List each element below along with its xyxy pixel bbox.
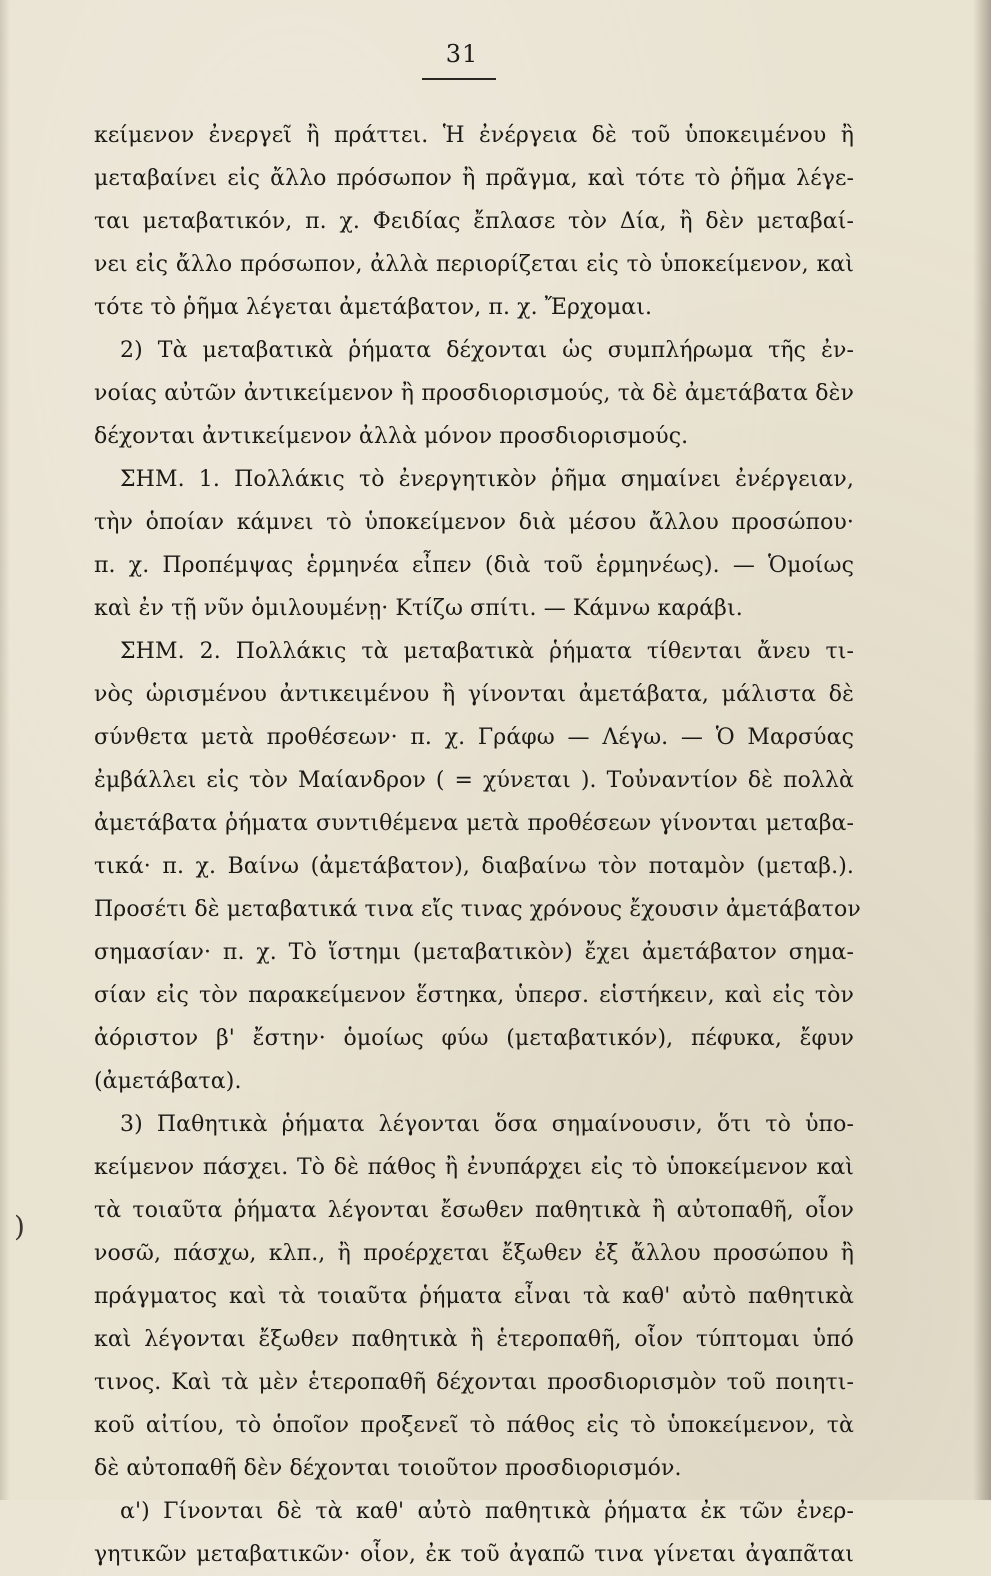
text-line: νὸς ὡρισμένου ἀντικειμένου ἢ γίνονται ἀμετάβατα, μάλιστα δὲ [94,682,854,707]
body-text [94,114,861,1576]
page-left-edge [0,0,10,1500]
text-line: κείμενον πάσχει. Τὸ δὲ πάθος ἢ ἐνυπάρχει εἰς τὸ ὑποκείμενον καὶ [94,1155,854,1180]
text-line: ΣΗΜ. 1. Πολλάκις τὸ ἐνεργητικὸν ῥῆμα σημαίνει ἐνέργειαν, [120,467,854,492]
text-line: α') Γίνονται δὲ τὰ καθ' αὐτὸ παθητικὰ ῥήματα ἐκ τῶν ἐνερ- [120,1499,854,1524]
text-line: κείμενον ἐνεργεῖ ἢ πράττει. Ἡ ἐνέργεια δὲ τοῦ ὑποκειμένου ἢ [94,123,854,148]
text-line: ἀόριστον β' ἔστην· ὁμοίως φύω (μεταβατικόν), πέφυκα, ἔφυν [94,1026,854,1051]
text-line: 2) Τὰ μεταβατικὰ ῥήματα δέχονται ὡς συμπλήρωμα τῆς ἐν- [120,338,854,363]
text-line: ἐμβάλλει εἰς τὸν Μαίανδρον ( = χύνεται ). Τοὐναντίον δὲ πολλὰ [94,768,854,793]
text-line: ται μεταβατικόν, π. χ. Φειδίας ἔπλασε τὸν Δία, ἢ δὲν μεταβαί- [94,209,854,234]
text-line: τὰ τοιαῦτα ῥήματα λέγονται ἔσωθεν παθητικὰ ἢ αὐτοπαθῆ, οἷον [94,1198,854,1223]
text-line: γητικῶν μεταβατικῶν· οἷον, ἐκ τοῦ ἀγαπῶ τινα γίνεται ἀγαπᾶται [94,1542,854,1567]
text-line: νει εἰς ἄλλο πρόσωπον, ἀλλὰ περιορίζεται εἰς τὸ ὑποκείμενον, καὶ [94,252,854,277]
text-line: 3) Παθητικὰ ῥήματα λέγονται ὅσα σημαίνουσιν, ὅτι τὸ ὑπο- [120,1112,854,1137]
text-line: νοσῶ, πάσχω, κλπ., ἢ προέρχεται ἔξωθεν ἐξ ἄλλου προσώπου ἢ [94,1241,854,1266]
text-line: κοῦ αἰτίου, τὸ ὁποῖον προξενεῖ τὸ πάθος εἰς τὸ ὑποκείμενον, τὰ [94,1413,854,1438]
text-line: π. χ. Προπέμψας ἑρμηνέα εἶπεν (διὰ τοῦ ἑρμηνέως). — Ὁμοίως [94,553,854,578]
text-line: καὶ ἐν τῇ νῦν ὁμιλουμένῃ· Κτίζω σπίτι. — Κάμνω καράβι. [94,596,743,621]
page-number-rule [422,78,496,80]
margin-mark: ) [14,1210,25,1243]
text-line: δέχονται ἀντικείμενον ἀλλὰ μόνον προσδιορισμούς. [94,424,689,449]
text-line: ἀμετάβατα ῥήματα συντιθέμενα μετὰ προθέσεων γίνονται μεταβα- [94,811,854,836]
text-line: (ἀμετάβατα). [94,1069,242,1094]
page-number: 31 [445,40,479,68]
text-line: καὶ λέγονται ἔξωθεν παθητικὰ ἢ ἑτεροπαθῆ, οἷον τύπτομαι ὑπό [94,1327,854,1352]
text-line: Προσέτι δὲ μεταβατικά τινα εἴς τινας χρόνους ἔχουσιν ἀμετάβατον [94,897,861,922]
text-line: τικά· π. χ. Βαίνω (ἀμετάβατον), διαβαίνω τὸν ποταμὸν (μεταβ.). [94,854,854,879]
text-line: τινος. Καὶ τὰ μὲν ἑτεροπαθῆ δέχονται προσδιορισμὸν τοῦ ποιητι- [94,1370,854,1395]
text-line: τότε τὸ ῥῆμα λέγεται ἀμετάβατον, π. χ. Ἔρχομαι. [94,295,653,320]
text-line: τὴν ὁποίαν κάμνει τὸ ὑποκείμενον διὰ μέσου ἄλλου προσώπου· [94,510,854,535]
text-line: δὲ αὐτοπαθῆ δὲν δέχονται τοιοῦτον προσδιορισμόν. [94,1456,682,1481]
page-spine-shadow [973,0,991,1500]
text-line: ΣΗΜ. 2. Πολλάκις τὰ μεταβατικὰ ῥήματα τίθενται ἄνευ τι- [120,639,854,664]
text-line: νοίας αὐτῶν ἀντικείμενον ἢ προσδιορισμούς, τὰ δὲ ἀμετάβατα δὲν [94,381,854,406]
text-line: σίαν εἰς τὸν παρακείμενον ἕστηκα, ὑπερσ. εἱστήκειν, καὶ εἰς τὸν [94,983,854,1008]
text-line: πράγματος καὶ τὰ τοιαῦτα ῥήματα εἶναι τὰ καθ' αὐτὸ παθητικὰ [94,1284,854,1309]
text-line: σύνθετα μετὰ προθέσεων· π. χ. Γράφω — Λέγω. — Ὁ Μαρσύας [94,725,854,750]
text-line: σημασίαν· π. χ. Τὸ ἵστημι (μεταβατικὸν) ἔχει ἀμετάβατον σημα- [94,940,854,965]
text-line: μεταβαίνει εἰς ἄλλο πρόσωπον ἢ πρᾶγμα, καὶ τότε τὸ ῥῆμα λέγε- [94,166,854,191]
